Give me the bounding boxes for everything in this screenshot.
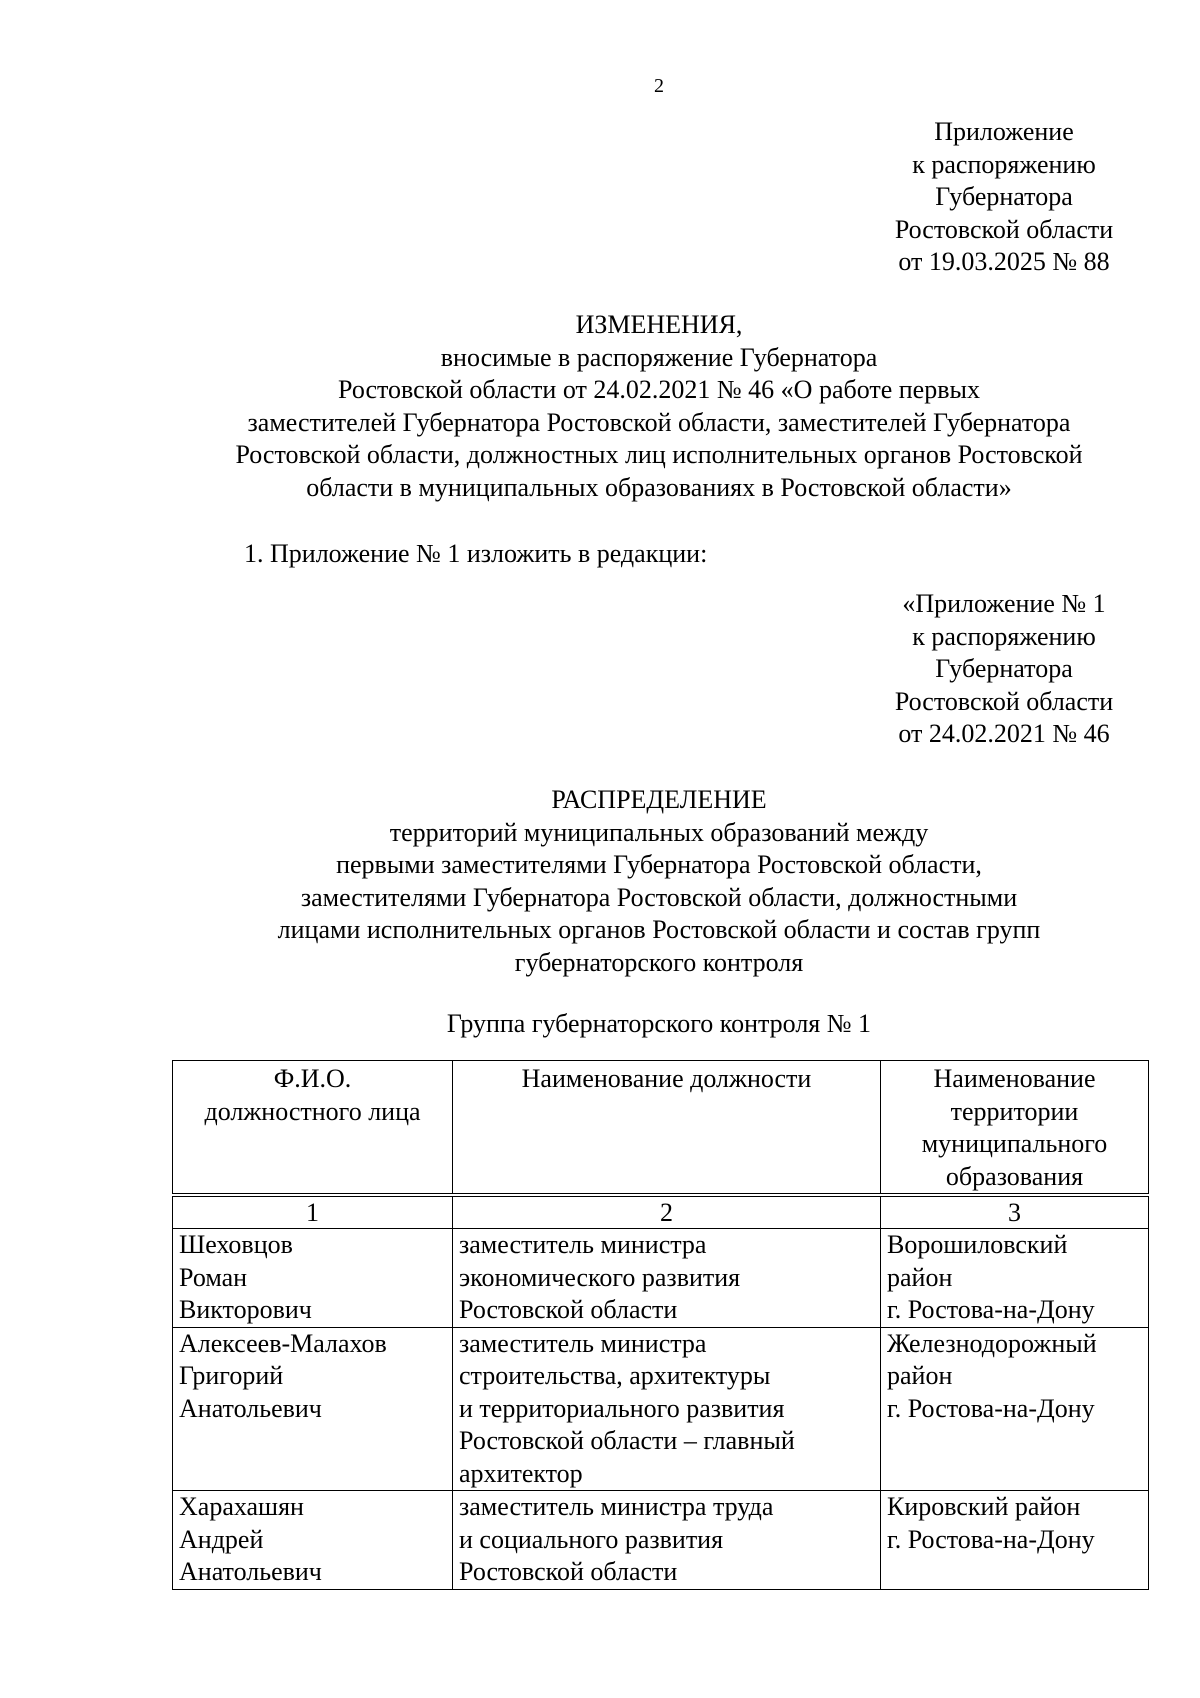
cell-line: строительства, архитектуры — [459, 1361, 771, 1390]
cell-line: Ростовской области – главный — [459, 1426, 795, 1455]
changes-subtitle-line: заместителей Губернатора Ростовской области, заместителей Губернатора — [247, 407, 1071, 437]
cell-line: район — [887, 1262, 953, 1292]
cell-line: заместитель министра — [459, 1230, 707, 1259]
table-row — [173, 1229, 1149, 1328]
official-name-cell — [173, 1327, 453, 1491]
cell-line: Ростовской области — [459, 1557, 678, 1586]
changes-title: ИЗМЕНЕНИЯ, — [575, 310, 743, 339]
table-header-row — [173, 1061, 1149, 1196]
column-number: 2 — [453, 1195, 881, 1229]
header-line: муниципального — [921, 1129, 1108, 1158]
cell-line: г. Ростова-на-Дону — [887, 1295, 1095, 1324]
changes-subtitle-line: Ростовской области от 24.02.2021 № 46 «О работе первых — [338, 375, 980, 404]
quoted-annex-line: Ростовской области — [894, 686, 1114, 716]
column-number: 1 — [173, 1195, 453, 1229]
cell-line: район — [887, 1361, 953, 1390]
annex-line: к распоряжению — [912, 149, 1096, 179]
cell-line: Роман — [179, 1262, 248, 1292]
cell-line: заместитель министра — [459, 1328, 707, 1358]
official-name-cell — [173, 1491, 453, 1590]
cell-line: Харахашян — [179, 1492, 304, 1521]
changes-heading — [160, 309, 1158, 504]
quoted-annex-header — [854, 588, 1154, 751]
cell-line: Ворошиловский — [887, 1230, 1068, 1259]
quoted-annex-line: от 24.02.2021 № 46 — [898, 719, 1110, 748]
cell-line: Ростовской области — [459, 1295, 678, 1324]
changes-subtitle-line: области в муниципальных образованиях в Ростовской области» — [306, 472, 1012, 502]
cell-line: Викторович — [179, 1295, 312, 1324]
distribution-subtitle-line: заместителями Губернатора Ростовской области, должностными — [300, 882, 1018, 912]
cell-line: и территориального развития — [459, 1393, 785, 1423]
cell-line: г. Ростова-на-Дону — [887, 1393, 1095, 1423]
quoted-annex-line: «Приложение № 1 — [902, 589, 1106, 618]
official-name-cell — [173, 1229, 453, 1328]
cell-line: Андрей — [179, 1524, 264, 1554]
cell-line: Анатольевич — [179, 1393, 322, 1423]
cell-line: экономического развития — [459, 1262, 741, 1292]
header-line: Наименование должности — [521, 1064, 812, 1093]
annex-header — [854, 116, 1154, 279]
cell-line: Анатольевич — [179, 1557, 322, 1586]
cell-line: заместитель министра труда — [459, 1492, 774, 1521]
quoted-annex-line: Губернатора — [935, 654, 1073, 683]
territory-cell — [881, 1327, 1149, 1491]
group-title: Группа губернаторского контроля № 1 — [446, 1009, 872, 1038]
cell-line: Железнодорожный — [887, 1328, 1097, 1358]
position-cell — [453, 1491, 881, 1590]
header-name-column — [173, 1061, 453, 1196]
annex-line: Ростовской области — [894, 214, 1114, 244]
position-cell — [453, 1229, 881, 1328]
page-number: 2 — [654, 75, 664, 97]
table-row — [173, 1491, 1149, 1590]
distribution-subtitle-line: лицами исполнительных органов Ростовской области и состав групп — [277, 915, 1041, 944]
header-position-column — [453, 1061, 881, 1196]
territory-cell — [881, 1491, 1149, 1590]
cell-line: Кировский район — [887, 1492, 1081, 1521]
quoted-annex-line: к распоряжению — [912, 621, 1096, 651]
distribution-subtitle-line: губернаторского контроля — [514, 947, 804, 977]
distribution-subtitle-line: территорий муниципальных образований между — [389, 817, 929, 847]
cell-line: Григорий — [179, 1361, 284, 1390]
control-group-table — [172, 1060, 1149, 1590]
distribution-title: РАСПРЕДЕЛЕНИЕ — [551, 785, 767, 814]
changes-subtitle-line: вносимые в распоряжение Губернатора — [440, 342, 878, 372]
header-line: территории — [950, 1096, 1079, 1126]
distribution-heading — [160, 784, 1158, 979]
territory-cell — [881, 1229, 1149, 1328]
column-number-row — [173, 1195, 1149, 1229]
header-line: Ф.И.О. — [273, 1064, 352, 1093]
header-line: образования — [945, 1161, 1084, 1191]
item-one-paragraph: 1. Приложение № 1 изложить в редакции: — [244, 539, 708, 568]
position-cell — [453, 1327, 881, 1491]
header-territory-column — [881, 1061, 1149, 1196]
cell-line: г. Ростова-на-Дону — [887, 1524, 1095, 1554]
changes-subtitle-line: Ростовской области, должностных лиц исполнительных органов Ростовской — [235, 440, 1083, 469]
distribution-subtitle-line: первыми заместителями Губернатора Ростовской области, — [336, 850, 982, 879]
column-number: 3 — [881, 1195, 1149, 1229]
annex-line: от 19.03.2025 № 88 — [898, 247, 1110, 276]
cell-line: архитектор — [459, 1458, 583, 1488]
header-line: Наименование — [933, 1064, 1096, 1093]
annex-line: Приложение — [934, 117, 1074, 146]
cell-line: Шеховцов — [179, 1230, 293, 1259]
table-row — [173, 1327, 1149, 1491]
annex-line: Губернатора — [935, 182, 1073, 211]
cell-line: и социального развития — [459, 1524, 724, 1554]
cell-line: Алексеев-Малахов — [179, 1328, 387, 1358]
header-line: должностного лица — [204, 1096, 421, 1126]
